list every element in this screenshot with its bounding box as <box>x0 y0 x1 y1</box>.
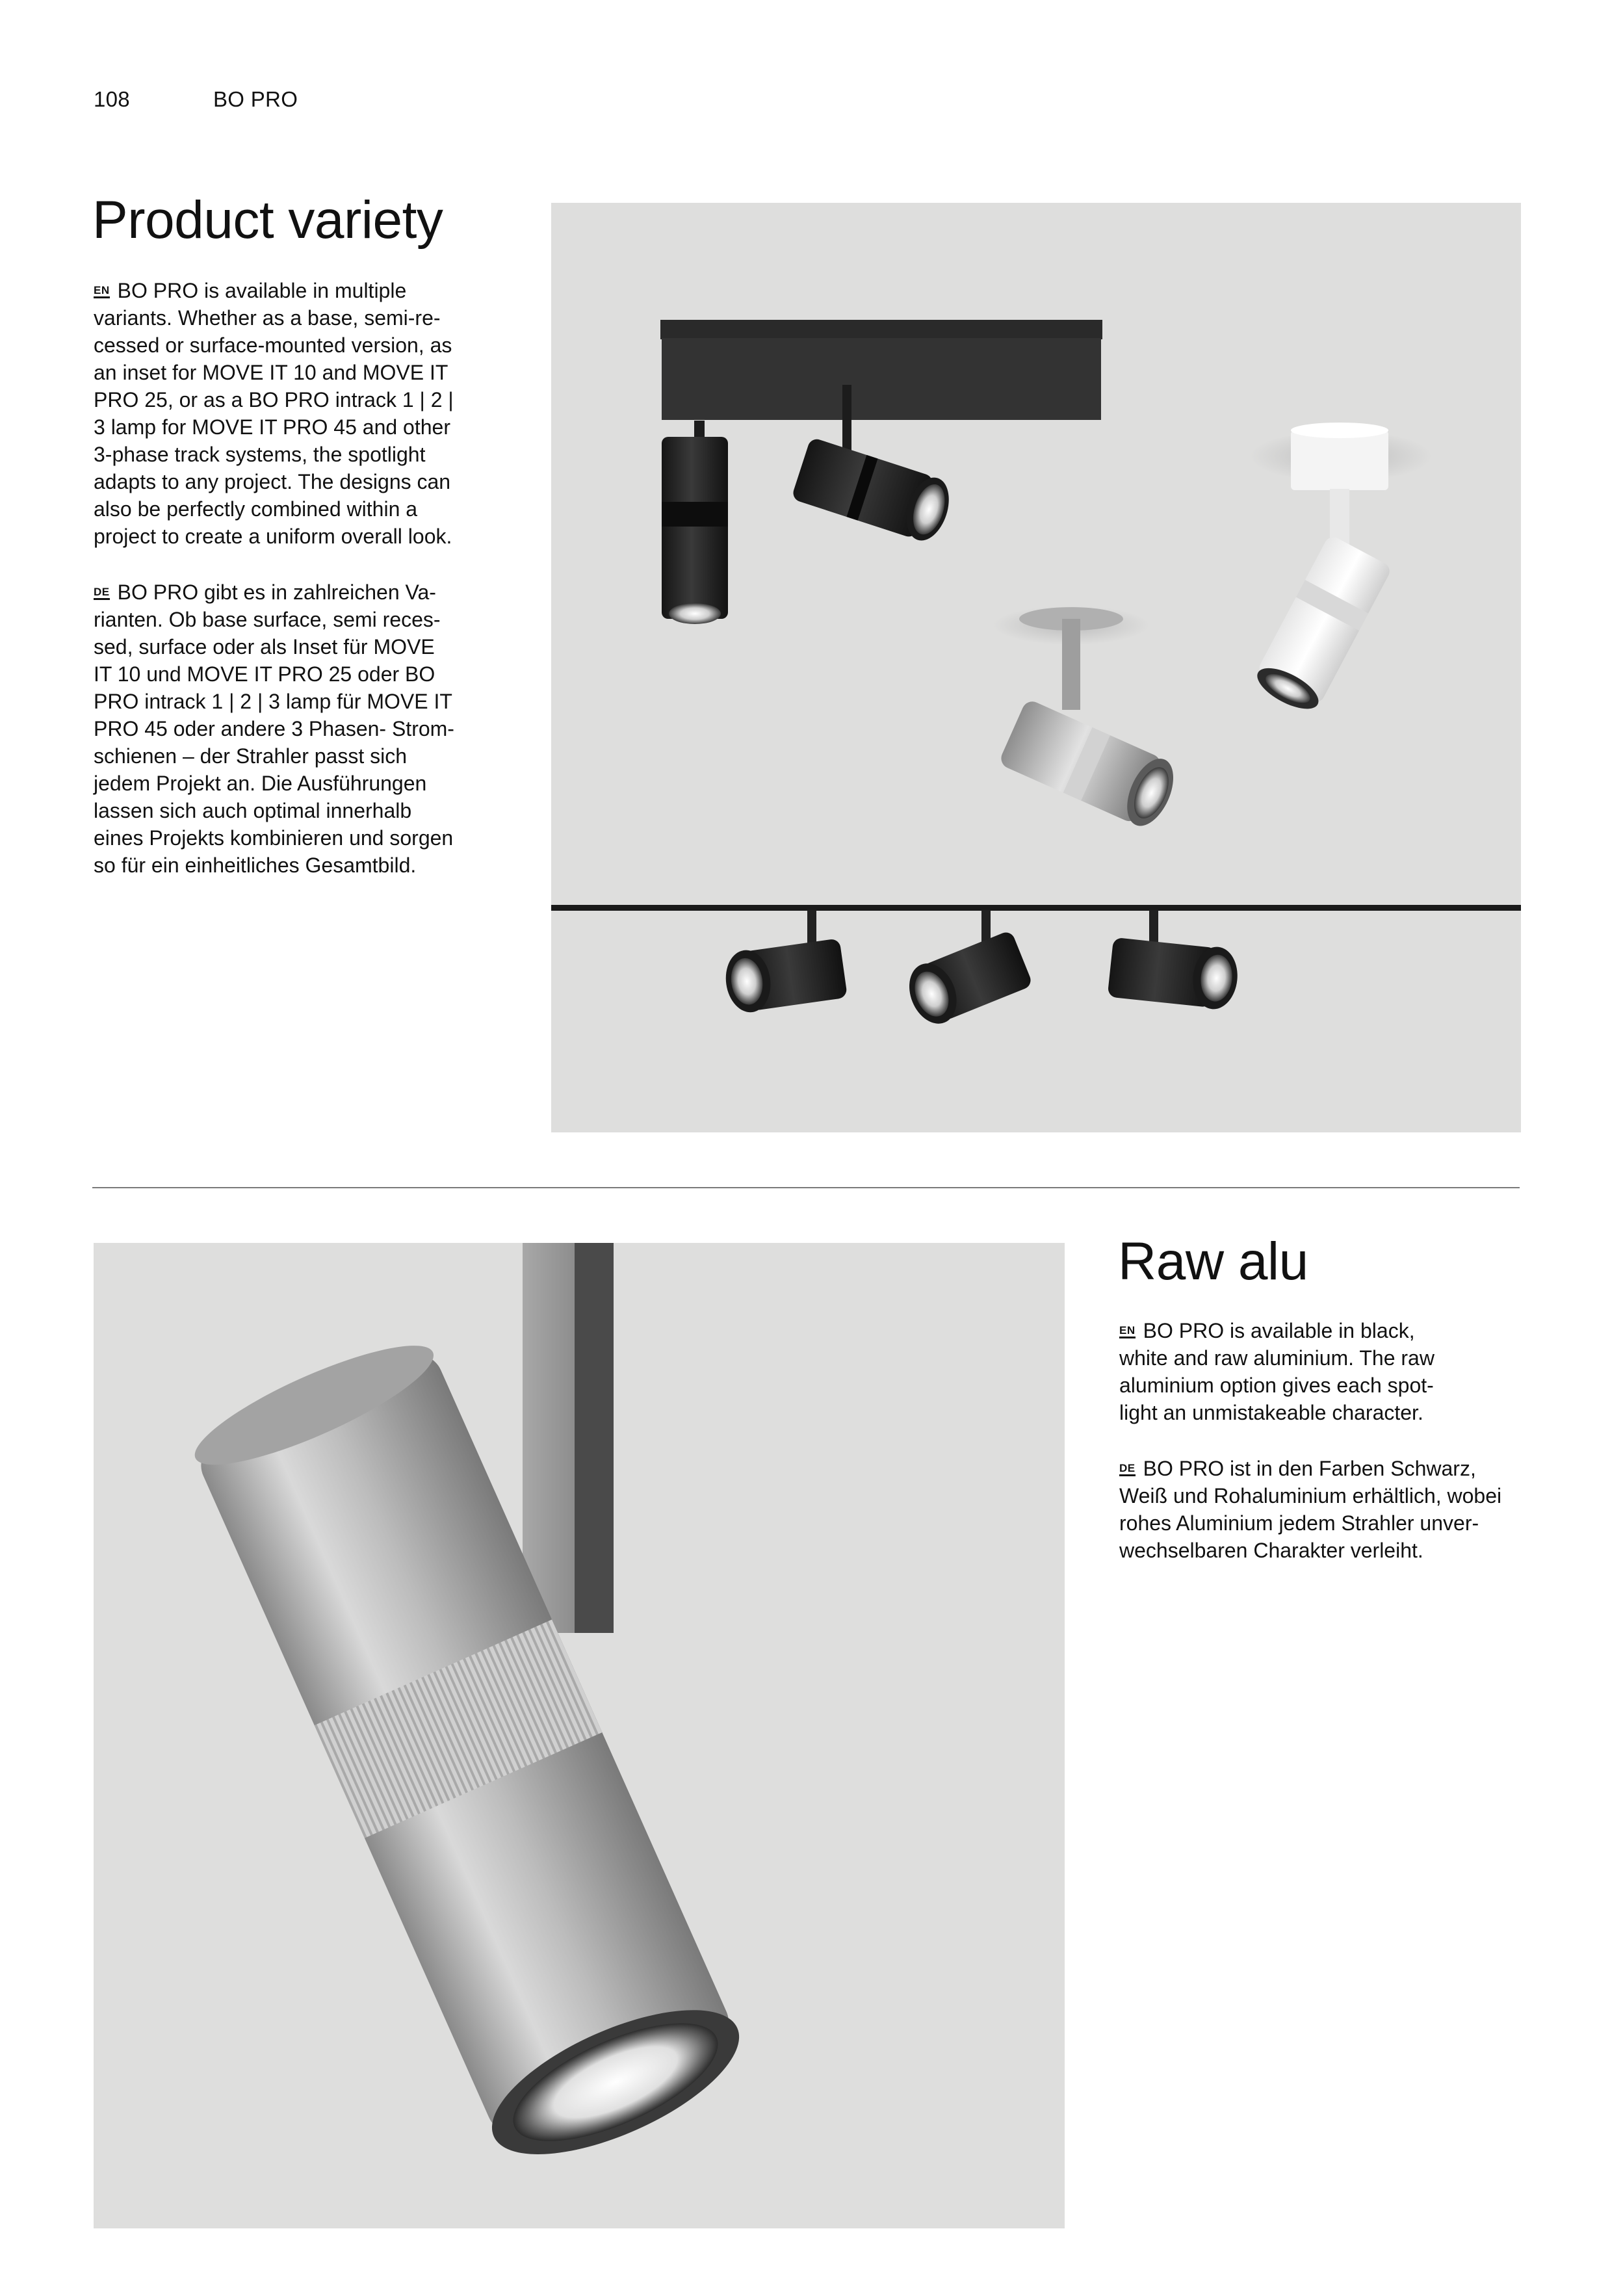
text-line: BO PRO gibt es in zahlreichen Va- <box>117 581 436 604</box>
text-line: white and raw aluminium. The raw <box>1119 1346 1435 1370</box>
product-variety-text-en <box>94 277 497 550</box>
track-spot-1 <box>722 910 848 1015</box>
white-semi-recessed-spot <box>1249 423 1432 718</box>
text-line: rohes Aluminium jedem Strahler unver- <box>1119 1511 1479 1535</box>
text-line: wechselbaren Charakter verleiht. <box>1119 1539 1423 1562</box>
track-spot-3 <box>1107 910 1240 1011</box>
running-header: BO PRO <box>213 87 298 111</box>
raw-alu-surface-spot <box>993 606 1182 833</box>
lang-tag-de: DE <box>1119 1463 1136 1476</box>
text-line: lassen sich auch optimal innerhalb <box>94 799 412 822</box>
track-spot-2 <box>901 910 1034 1031</box>
text-line: BO PRO is available in black, <box>1143 1319 1415 1342</box>
raw-alu-text-de <box>1119 1455 1535 1564</box>
text-line: project to create a uniform overall look. <box>94 525 452 548</box>
page-number: 108 <box>94 87 130 111</box>
section-title-product-variety: Product variety <box>92 190 443 250</box>
text-line: variants. Whether as a base, semi-re- <box>94 306 441 330</box>
track-rail <box>551 905 1521 911</box>
stem-edge <box>575 1243 614 1633</box>
text-line: schienen – der Strahler passt sich <box>94 744 408 768</box>
text-line: PRO intrack 1 | 2 | 3 lamp für MOVE IT <box>94 690 452 713</box>
spotlight-variants-illustration <box>551 203 1521 1132</box>
section-title-raw-alu: Raw alu <box>1118 1232 1308 1291</box>
text-line: BO PRO ist in den Farben Schwarz, <box>1143 1457 1476 1480</box>
text-line: jedem Projekt an. Die Ausführungen <box>94 772 427 795</box>
product-variants-image <box>551 203 1521 1132</box>
text-line: also be perfectly combined within a <box>94 497 418 521</box>
spot-body <box>180 1324 758 2184</box>
lang-tag-de: DE <box>94 586 110 600</box>
text-line: Weiß und Rohaluminium erhältlich, wobei <box>1119 1484 1502 1507</box>
text-line: rianten. Ob base surface, semi reces- <box>94 608 441 631</box>
text-line: IT 10 und MOVE IT PRO 25 oder BO <box>94 662 435 686</box>
text-line: eines Projekts kombinieren und sorgen <box>94 826 454 850</box>
text-line: adapts to any project. The designs can <box>94 470 451 493</box>
paragraph-en <box>94 277 497 550</box>
paragraph-de <box>1119 1455 1535 1564</box>
raw-alu-text-en <box>1119 1317 1522 1426</box>
text-line: PRO 25, or as a BO PRO intrack 1 | 2 | <box>94 388 454 411</box>
raw-alu-spot-image <box>94 1243 1065 2228</box>
product-variety-text-de <box>94 579 497 879</box>
text-line: cessed or surface-mounted version, as <box>94 333 452 357</box>
text-line: BO PRO is available in multiple <box>117 279 407 302</box>
raw-alu-spotlight-closeup <box>94 1243 1065 2228</box>
text-line: sed, surface oder als Inset für MOVE <box>94 635 435 659</box>
paragraph-de <box>94 579 497 879</box>
text-line: so für ein einheitliches Gesamtbild. <box>94 854 417 877</box>
text-line: an inset for MOVE IT 10 and MOVE IT <box>94 361 448 384</box>
text-line: aluminium option gives each spot- <box>1119 1374 1434 1397</box>
black-base-surface-spot <box>660 319 1102 624</box>
lang-tag-en: EN <box>94 285 110 298</box>
text-line: 3-phase track systems, the spotlight <box>94 443 426 466</box>
text-line: light an unmistakeable character. <box>1119 1401 1423 1424</box>
text-line: PRO 45 oder andere 3 Phasen- Strom- <box>94 717 454 740</box>
text-line: 3 lamp for MOVE IT PRO 45 and other <box>94 415 450 439</box>
paragraph-en <box>1119 1317 1522 1426</box>
section-divider <box>92 1187 1520 1188</box>
lang-tag-en: EN <box>1119 1325 1136 1338</box>
